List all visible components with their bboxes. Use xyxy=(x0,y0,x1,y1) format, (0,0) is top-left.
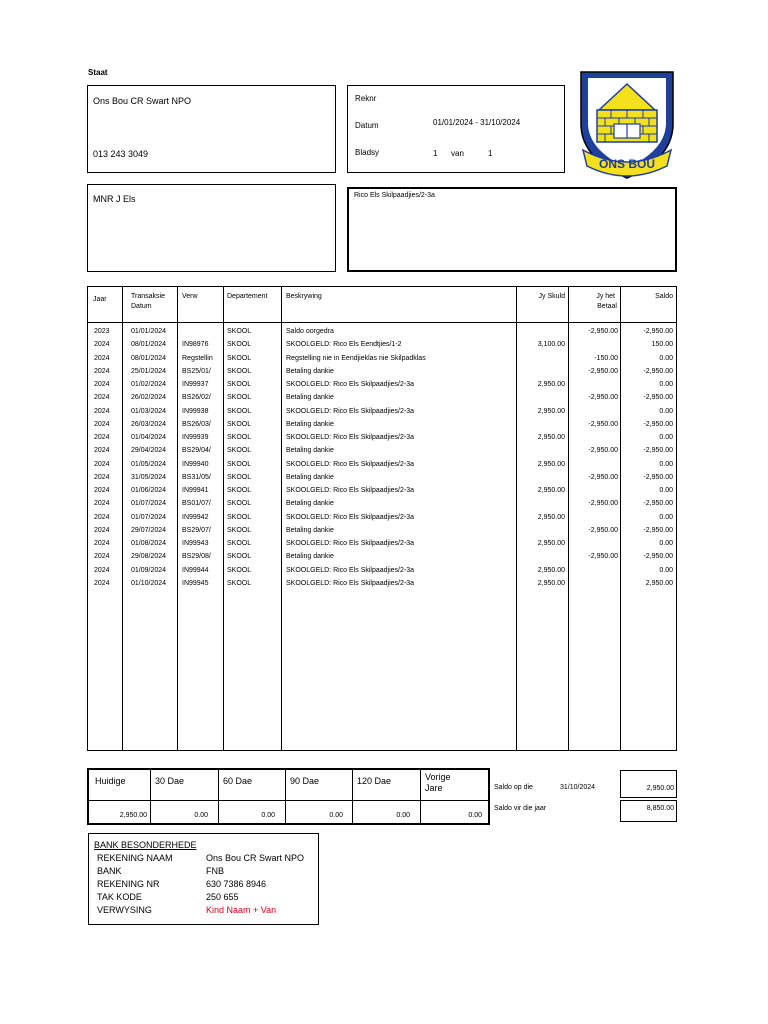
datum-label: Datum xyxy=(355,121,379,130)
cell-saldo: 0.00 xyxy=(659,540,673,547)
bladsy-van: van xyxy=(451,149,464,158)
cell-saldo: -2,950.00 xyxy=(643,500,673,508)
cell-beskrywing: Betaling dankie xyxy=(286,420,334,428)
cell-jy-het-betaal: -2,950.00 xyxy=(588,420,618,428)
aging-huidige-label: Huidige xyxy=(95,776,126,786)
transaction-row xyxy=(88,564,676,577)
saldo-op-die-label: Saldo op die xyxy=(494,784,533,791)
transaction-row xyxy=(88,391,676,404)
cell-beskrywing: Betaling dankie xyxy=(286,367,334,375)
cell-jy-skuld: 2,950.00 xyxy=(537,540,565,547)
cell-saldo: -2,950.00 xyxy=(643,447,673,455)
transaction-row xyxy=(88,484,676,497)
cell-datum: 29/07/2024 xyxy=(131,526,167,534)
cell-verw: IN99938 xyxy=(182,407,209,415)
school-crest-logo xyxy=(575,66,679,184)
cell-jy-het-betaal: -150.00 xyxy=(594,354,618,362)
header-jy-het: Jy het xyxy=(596,293,615,300)
bladsy-number: 1 xyxy=(433,149,438,158)
cell-saldo: -2,950.00 xyxy=(643,473,673,481)
cell-jy-skuld: 2,950.00 xyxy=(537,579,565,587)
cell-jaar: 2024 xyxy=(94,566,110,574)
transaction-row xyxy=(88,325,676,338)
cell-beskrywing: Betaling dankie xyxy=(286,473,334,481)
aging-120-value: 0.00 xyxy=(396,812,410,819)
bank-label: BANK xyxy=(97,866,122,876)
cell-datum: 01/09/2024 xyxy=(131,566,167,574)
cell-departement: SKOOL xyxy=(227,460,252,468)
header-beskrywing: Beskrywing xyxy=(286,293,322,300)
cell-saldo: -2,950.00 xyxy=(643,328,673,335)
rekening-nr-value: 630 7386 8946 xyxy=(206,879,267,889)
cell-departement: SKOOL xyxy=(227,447,252,455)
reknr-label: Reknr xyxy=(355,94,377,103)
cell-saldo: -2,950.00 xyxy=(643,367,673,375)
cell-jaar: 2024 xyxy=(94,394,110,402)
cell-jy-het-betaal: -2,950.00 xyxy=(588,500,618,508)
cell-datum: 01/05/2024 xyxy=(131,460,167,468)
cell-saldo: 0.00 xyxy=(659,513,673,521)
header-datum: Datum xyxy=(131,303,152,310)
cell-datum: 26/03/2024 xyxy=(131,420,167,428)
cell-departement: SKOOL xyxy=(227,420,252,428)
cell-jaar: 2024 xyxy=(94,367,110,375)
cell-verw: IN99937 xyxy=(182,381,209,388)
cell-beskrywing: SKOOLGELD: Rico Els Skilpaadjies/2-3a xyxy=(286,487,414,494)
cell-beskrywing: Betaling dankie xyxy=(286,447,334,455)
cell-datum: 01/06/2024 xyxy=(131,487,167,494)
cell-saldo: 0.00 xyxy=(659,381,673,388)
customer-name: MNR J Els xyxy=(93,194,136,204)
cell-jaar: 2024 xyxy=(94,354,110,362)
header-jy-skuld: Jy Skuld xyxy=(538,293,565,300)
header-departement: Departement xyxy=(227,293,268,300)
aging-60-value: 0.00 xyxy=(261,812,275,819)
transaction-row xyxy=(88,511,676,524)
cell-jy-skuld: 2,950.00 xyxy=(537,566,565,574)
cell-verw: IN99942 xyxy=(182,513,209,521)
cell-jaar: 2024 xyxy=(94,473,110,481)
cell-jaar: 2024 xyxy=(94,526,110,534)
cell-verw: BS29/04/ xyxy=(182,447,211,455)
student-name: Rico Els Skilpaadjies/2-3a xyxy=(354,192,435,199)
cell-jaar: 2024 xyxy=(94,500,110,508)
cell-departement: SKOOL xyxy=(227,341,252,349)
header-divider xyxy=(88,322,676,323)
aging-column-divider xyxy=(285,770,286,823)
cell-datum: 29/08/2024 xyxy=(131,553,167,561)
cell-datum: 01/02/2024 xyxy=(131,381,167,388)
cell-departement: SKOOL xyxy=(227,487,252,494)
cell-jaar: 2024 xyxy=(94,553,110,561)
cell-departement: SKOOL xyxy=(227,394,252,402)
cell-datum: 01/03/2024 xyxy=(131,407,167,415)
customer-box xyxy=(87,184,336,272)
cell-saldo: 0.00 xyxy=(659,407,673,415)
cell-jaar: 2024 xyxy=(94,487,110,494)
aging-column-divider xyxy=(150,770,151,823)
cell-jy-het-betaal: -2,950.00 xyxy=(588,367,618,375)
transaction-table xyxy=(87,286,677,751)
transaction-row xyxy=(88,550,676,563)
verwysing-label: VERWYSING xyxy=(97,905,152,915)
rekening-naam-label: REKENING NAAM xyxy=(97,853,173,863)
cell-departement: SKOOL xyxy=(227,367,252,375)
cell-datum: 08/01/2024 xyxy=(131,341,167,349)
cell-beskrywing: SKOOLGELD: Rico Els Skilpaadjies/2-3a xyxy=(286,434,414,441)
rekening-nr-label: REKENING NR xyxy=(97,879,160,889)
cell-departement: SKOOL xyxy=(227,354,252,362)
cell-verw: IN98976 xyxy=(182,341,209,349)
bladsy-label: Bladsy xyxy=(355,148,380,157)
cell-jaar: 2024 xyxy=(94,579,110,587)
aging-column-divider xyxy=(218,770,219,823)
tak-kode-label: TAK KODE xyxy=(97,892,142,902)
cell-jaar: 2023 xyxy=(94,328,110,335)
cell-datum: 01/04/2024 xyxy=(131,434,167,441)
cell-departement: SKOOL xyxy=(227,513,252,521)
tak-kode-value: 250 655 xyxy=(206,892,239,902)
saldo-date: 31/10/2024 xyxy=(560,784,596,791)
cell-verw: IN99939 xyxy=(182,434,209,441)
cell-datum: 26/02/2024 xyxy=(131,394,167,402)
cell-datum: 01/10/2024 xyxy=(131,579,167,587)
cell-jy-skuld: 2,950.00 xyxy=(537,434,565,441)
cell-saldo: 150.00 xyxy=(651,341,673,349)
cell-departement: SKOOL xyxy=(227,473,252,481)
cell-verw: IN99945 xyxy=(182,579,209,587)
aging-divider xyxy=(89,800,488,801)
cell-jaar: 2024 xyxy=(94,341,110,349)
transaction-row xyxy=(88,537,676,550)
aging-vorige-label: Vorige Jare xyxy=(425,772,451,793)
transaction-row xyxy=(88,497,676,510)
cell-jaar: 2024 xyxy=(94,460,110,468)
cell-departement: SKOOL xyxy=(227,328,252,335)
cell-saldo: 0.00 xyxy=(659,460,673,468)
cell-saldo: 0.00 xyxy=(659,434,673,441)
cell-jaar: 2024 xyxy=(94,381,110,388)
saldo-jaar-value: 8,850.00 xyxy=(646,805,674,812)
aging-column-divider xyxy=(352,770,353,823)
saldo-jaar-label: Saldo vir die jaar xyxy=(494,805,547,812)
cell-jaar: 2024 xyxy=(94,447,110,455)
cell-jy-skuld: 2,950.00 xyxy=(537,407,565,415)
cell-beskrywing: Saldo oorgedra xyxy=(286,328,334,335)
rekening-naam-value: Ons Bou CR Swart NPO xyxy=(206,853,305,863)
statement-info-box xyxy=(347,85,565,173)
cell-verw: BS01/07/ xyxy=(182,500,211,508)
bank-details-box xyxy=(88,833,319,925)
cell-datum: 01/07/2024 xyxy=(131,500,167,508)
cell-datum: 29/04/2024 xyxy=(131,447,167,455)
transaction-row xyxy=(88,444,676,457)
aging-huidige-value: 2,950.00 xyxy=(119,812,147,819)
aging-30-value: 0.00 xyxy=(194,812,208,819)
cell-jy-het-betaal: -2,950.00 xyxy=(588,473,618,481)
cell-beskrywing: SKOOLGELD: Rico Els Eendtjies/1-2 xyxy=(286,341,402,349)
cell-verw: IN99940 xyxy=(182,460,209,468)
cell-jy-het-betaal: -2,950.00 xyxy=(588,394,618,402)
transaction-row xyxy=(88,577,676,590)
cell-jaar: 2024 xyxy=(94,513,110,521)
organisation-name: Ons Bou CR Swart NPO xyxy=(93,96,192,106)
cell-datum: 31/05/2024 xyxy=(131,473,167,481)
cell-jy-skuld: 2,950.00 xyxy=(537,460,565,468)
transaction-row xyxy=(88,338,676,351)
cell-verw: Regstellin xyxy=(182,354,213,362)
aging-90-value: 0.00 xyxy=(329,812,343,819)
header-verw: Verw xyxy=(182,293,198,300)
aging-vorige-value: 0.00 xyxy=(468,812,482,819)
cell-jy-skuld: 2,950.00 xyxy=(537,513,565,521)
header-jaar: Jaar xyxy=(93,296,107,303)
cell-saldo: -2,950.00 xyxy=(643,394,673,402)
transaction-row xyxy=(88,405,676,418)
svg-text:ONS BOU: ONS BOU xyxy=(598,157,656,171)
cell-beskrywing: Betaling dankie xyxy=(286,500,334,508)
datum-value: 01/01/2024 - 31/10/2024 xyxy=(433,118,521,127)
transaction-row xyxy=(88,458,676,471)
saldo-jaar-box xyxy=(620,800,677,822)
cell-departement: SKOOL xyxy=(227,553,252,561)
cell-beskrywing: Regstelling nie in Eendjieklas nie Skilpadklas xyxy=(286,354,426,362)
cell-verw: BS25/01/ xyxy=(182,367,211,375)
cell-jy-skuld: 3,100.00 xyxy=(537,341,565,349)
cell-departement: SKOOL xyxy=(227,540,252,547)
transaction-row xyxy=(88,524,676,537)
cell-departement: SKOOL xyxy=(227,500,252,508)
cell-jy-het-betaal: -2,950.00 xyxy=(588,526,618,534)
cell-verw: IN99943 xyxy=(182,540,209,547)
cell-datum: 25/01/2024 xyxy=(131,367,167,375)
bladsy-total: 1 xyxy=(488,149,493,158)
cell-jy-het-betaal: -2,950.00 xyxy=(588,328,618,335)
transaction-row xyxy=(88,378,676,391)
cell-jaar: 2024 xyxy=(94,540,110,547)
cell-beskrywing: SKOOLGELD: Rico Els Skilpaadjies/2-3a xyxy=(286,513,414,521)
aging-30-label: 30 Dae xyxy=(155,776,185,786)
cell-saldo: 0.00 xyxy=(659,354,673,362)
cell-departement: SKOOL xyxy=(227,434,252,441)
cell-beskrywing: SKOOLGELD: Rico Els Skilpaadjies/2-3a xyxy=(286,540,414,547)
cell-beskrywing: Betaling dankie xyxy=(286,526,334,534)
cell-beskrywing: SKOOLGELD: Rico Els Skilpaadjies/2-3a xyxy=(286,566,414,574)
cell-verw: BS29/07/ xyxy=(182,526,211,534)
cell-departement: SKOOL xyxy=(227,526,252,534)
transaction-row xyxy=(88,431,676,444)
cell-verw: BS26/03/ xyxy=(182,420,211,428)
saldo-value-box xyxy=(620,770,677,798)
cell-saldo: 0.00 xyxy=(659,566,673,574)
cell-datum: 01/08/2024 xyxy=(131,540,167,547)
verwysing-value: Kind Naam + Van xyxy=(206,905,277,915)
cell-beskrywing: Betaling dankie xyxy=(286,553,334,561)
aging-box xyxy=(87,768,490,825)
cell-departement: SKOOL xyxy=(227,566,252,574)
cell-verw: BS31/05/ xyxy=(182,473,211,481)
cell-jy-het-betaal: -2,950.00 xyxy=(588,447,618,455)
cell-beskrywing: SKOOLGELD: Rico Els Skilpaadjies/2-3a xyxy=(286,407,414,415)
cell-jy-skuld: 2,950.00 xyxy=(537,487,565,494)
transaction-row xyxy=(88,418,676,431)
cell-beskrywing: SKOOLGELD: Rico Els Skilpaadjies/2-3a xyxy=(286,579,414,587)
cell-verw: IN99941 xyxy=(182,487,209,494)
organisation-phone: 013 243 3049 xyxy=(93,149,149,159)
cell-departement: SKOOL xyxy=(227,579,252,587)
cell-jy-skuld: 2,950.00 xyxy=(537,381,565,388)
transaction-row xyxy=(88,352,676,365)
bank-value: FNB xyxy=(206,866,224,876)
transaction-row xyxy=(88,365,676,378)
student-box xyxy=(347,187,677,272)
cell-jaar: 2024 xyxy=(94,407,110,415)
aging-60-label: 60 Dae xyxy=(223,776,253,786)
saldo-value: 2,950.00 xyxy=(646,785,674,792)
cell-verw: IN99944 xyxy=(182,566,209,574)
cell-beskrywing: Betaling dankie xyxy=(286,394,334,402)
cell-datum: 01/07/2024 xyxy=(131,513,167,521)
cell-departement: SKOOL xyxy=(227,407,252,415)
cell-verw: BS29/08/ xyxy=(182,553,211,561)
cell-saldo: -2,950.00 xyxy=(643,553,673,561)
statement-title: Staat xyxy=(88,68,108,77)
cell-beskrywing: SKOOLGELD: Rico Els Skilpaadjies/2-3a xyxy=(286,460,414,468)
organisation-box xyxy=(87,85,336,173)
cell-saldo: 0.00 xyxy=(659,487,673,494)
cell-saldo: -2,950.00 xyxy=(643,420,673,428)
cell-saldo: -2,950.00 xyxy=(643,526,673,534)
transaction-rows xyxy=(88,325,676,590)
cell-jaar: 2024 xyxy=(94,434,110,441)
header-betaal: Betaal xyxy=(597,303,617,310)
cell-departement: SKOOL xyxy=(227,381,252,388)
cell-beskrywing: SKOOLGELD: Rico Els Skilpaadjies/2-3a xyxy=(286,381,414,388)
cell-datum: 01/01/2024 xyxy=(131,328,167,335)
cell-datum: 08/01/2024 xyxy=(131,354,167,362)
bank-heading: BANK BESONDERHEDE xyxy=(94,840,197,850)
header-saldo: Saldo xyxy=(655,293,673,300)
cell-verw: BS26/02/ xyxy=(182,394,211,402)
aging-90-label: 90 Dae xyxy=(290,776,320,786)
aging-column-divider xyxy=(420,770,421,823)
header-transaksie: Transaksie xyxy=(131,293,165,300)
cell-saldo: 2,950.00 xyxy=(645,579,673,587)
cell-jaar: 2024 xyxy=(94,420,110,428)
transaction-row xyxy=(88,471,676,484)
aging-120-label: 120 Dae xyxy=(357,776,392,786)
cell-jy-het-betaal: -2,950.00 xyxy=(588,553,618,561)
